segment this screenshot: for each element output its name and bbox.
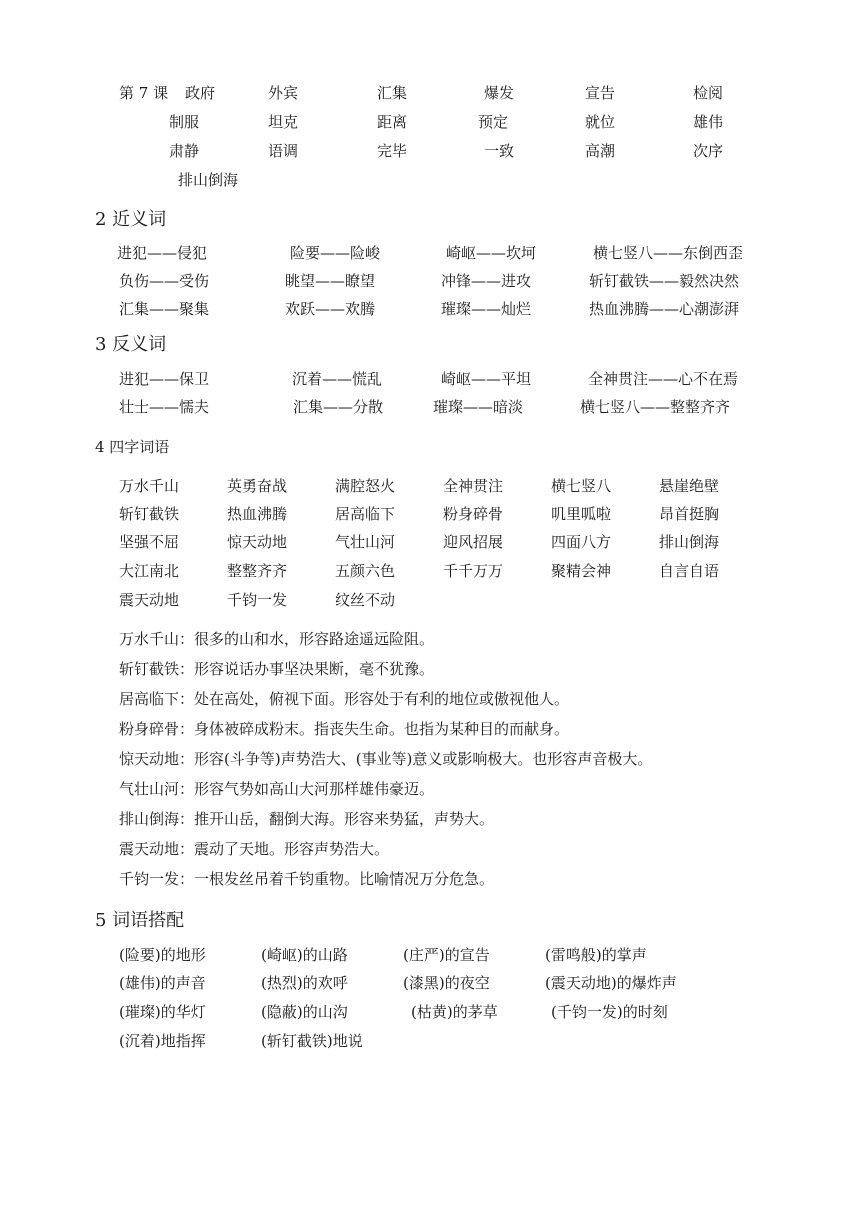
vocab-word: 一致	[484, 142, 515, 160]
idiom-definition: 居高临下：处在高处，俯视下面。形容处于有利的地位或傲视他人。	[119, 690, 570, 708]
collocation: (漆黑)的夜空	[403, 974, 490, 992]
vocab-word: 距离	[377, 113, 408, 131]
vocab-word: 政府	[185, 84, 216, 102]
idiom-word: 千千万万	[443, 562, 504, 580]
vocab-word: 预定	[478, 113, 509, 131]
vocab-word: 检阅	[693, 84, 724, 102]
word-pair: 眺望——瞭望	[285, 272, 376, 290]
section-heading: 3 反义词	[95, 334, 167, 355]
word-pair: 崎岖——平坦	[441, 370, 532, 388]
collocation: (崎岖)的山路	[261, 946, 348, 964]
idiom-word: 四面八方	[551, 533, 612, 551]
word-pair: 热血沸腾——心潮澎湃	[589, 300, 740, 318]
idiom-word: 英勇奋战	[227, 477, 288, 495]
collocation: (震天动地)的爆炸声	[545, 974, 677, 992]
collocation: (雷鸣般)的掌声	[545, 946, 647, 964]
idiom-definition: 排山倒海：推开山岳，翻倒大海。形容来势猛，声势大。	[119, 810, 495, 828]
word-pair: 险要——险峻	[290, 244, 381, 262]
idiom-word: 满腔怒火	[335, 477, 396, 495]
idiom-word: 迎风招展	[443, 533, 504, 551]
idiom-word: 排山倒海	[659, 533, 720, 551]
collocation: (斩钉截铁)地说	[261, 1032, 363, 1050]
idiom-word: 千钧一发	[227, 591, 288, 609]
idiom-word: 大江南北	[119, 562, 180, 580]
idiom-definition: 万水千山：很多的山和水，形容路途遥远险阻。	[119, 630, 435, 648]
vocab-word: 外宾	[268, 84, 299, 102]
collocation: (险要)的地形	[119, 946, 206, 964]
section-heading: 5 词语搭配	[95, 910, 185, 931]
word-pair: 璀璨——灿烂	[441, 300, 532, 318]
word-pair: 进犯——保卫	[119, 370, 210, 388]
idiom-definition: 气壮山河：形容气势如高山大河那样雄伟豪迈。	[119, 780, 435, 798]
idiom-word: 居高临下	[335, 505, 396, 523]
vocab-word: 排山倒海	[178, 171, 239, 189]
vocab-word: 就位	[585, 113, 616, 131]
idiom-word: 五颜六色	[335, 562, 396, 580]
vocab-word: 次序	[693, 142, 724, 160]
collocation: (隐蔽)的山沟	[261, 1003, 348, 1021]
vocab-word: 完毕	[377, 142, 408, 160]
section-heading: 4 四字词语	[95, 438, 170, 456]
idiom-word: 气壮山河	[335, 533, 396, 551]
idiom-definition: 震天动地：震动了天地。形容声势浩大。	[119, 840, 390, 858]
word-pair: 横七竖八——东倒西歪	[593, 244, 744, 262]
idiom-word: 叽里呱啦	[551, 505, 612, 523]
idiom-word: 聚精会神	[551, 562, 612, 580]
idiom-word: 惊天动地	[227, 533, 288, 551]
word-pair: 崎岖——坎坷	[446, 244, 537, 262]
idiom-word: 斩钉截铁	[119, 505, 180, 523]
idiom-definition: 千钧一发：一根发丝吊着千钧重物。比喻情况万分危急。	[119, 870, 495, 888]
word-pair: 进犯——侵犯	[117, 244, 208, 262]
idiom-definition: 斩钉截铁：形容说话办事坚决果断，毫不犹豫。	[119, 660, 435, 678]
idiom-word: 昂首挺胸	[659, 505, 720, 523]
idiom-word: 震天动地	[119, 591, 180, 609]
vocab-word: 肃静	[169, 142, 200, 160]
idiom-word: 粉身碎骨	[443, 505, 504, 523]
collocation: (沉着)地指挥	[119, 1032, 206, 1050]
idiom-word: 热血沸腾	[227, 505, 288, 523]
idiom-word: 自言自语	[659, 562, 720, 580]
word-pair: 横七竖八——整整齐齐	[580, 398, 731, 416]
collocation: (热烈)的欢呼	[261, 974, 348, 992]
vocab-word: 爆发	[484, 84, 515, 102]
vocab-word: 语调	[268, 142, 299, 160]
vocab-word: 高潮	[585, 142, 616, 160]
idiom-word: 坚强不屈	[119, 533, 180, 551]
word-pair: 璀璨——暗淡	[433, 398, 524, 416]
collocation: (千钧一发)的时刻	[551, 1003, 668, 1021]
word-pair: 全神贯注——心不在焉	[588, 370, 739, 388]
idiom-word: 全神贯注	[443, 477, 504, 495]
word-pair: 冲锋——进攻	[441, 272, 532, 290]
vocab-word: 坦克	[268, 113, 299, 131]
vocab-word: 制服	[169, 113, 200, 131]
collocation: (璀璨)的华灯	[119, 1003, 206, 1021]
idiom-word: 万水千山	[119, 477, 180, 495]
idiom-word: 横七竖八	[551, 477, 612, 495]
word-pair: 沉着——慌乱	[292, 370, 383, 388]
vocab-word: 雄伟	[693, 113, 724, 131]
word-pair: 斩钉截铁——毅然决然	[589, 272, 740, 290]
word-pair: 负伤——受伤	[119, 272, 210, 290]
vocab-word: 汇集	[377, 84, 408, 102]
vocab-word: 宣告	[585, 84, 616, 102]
word-pair: 壮士——懦夫	[119, 398, 210, 416]
idiom-definition: 粉身碎骨：身体被碎成粉末。指丧失生命。也指为某种目的而献身。	[119, 720, 570, 738]
word-pair: 汇集——分散	[293, 398, 384, 416]
collocation: (枯黄)的茅草	[411, 1003, 498, 1021]
section-heading: 2 近义词	[95, 209, 167, 230]
word-pair: 汇集——聚集	[119, 300, 210, 318]
idiom-word: 纹丝不动	[335, 591, 396, 609]
idiom-definition: 惊天动地：形容(斗争等)声势浩大、(事业等)意义或影响极大。也形容声音极大。	[119, 750, 653, 768]
lesson-label: 第 7 课	[119, 84, 169, 102]
idiom-word: 悬崖绝壁	[659, 477, 720, 495]
collocation: (雄伟)的声音	[119, 974, 206, 992]
collocation: (庄严)的宣告	[403, 946, 490, 964]
word-pair: 欢跃——欢腾	[285, 300, 376, 318]
idiom-word: 整整齐齐	[227, 562, 288, 580]
